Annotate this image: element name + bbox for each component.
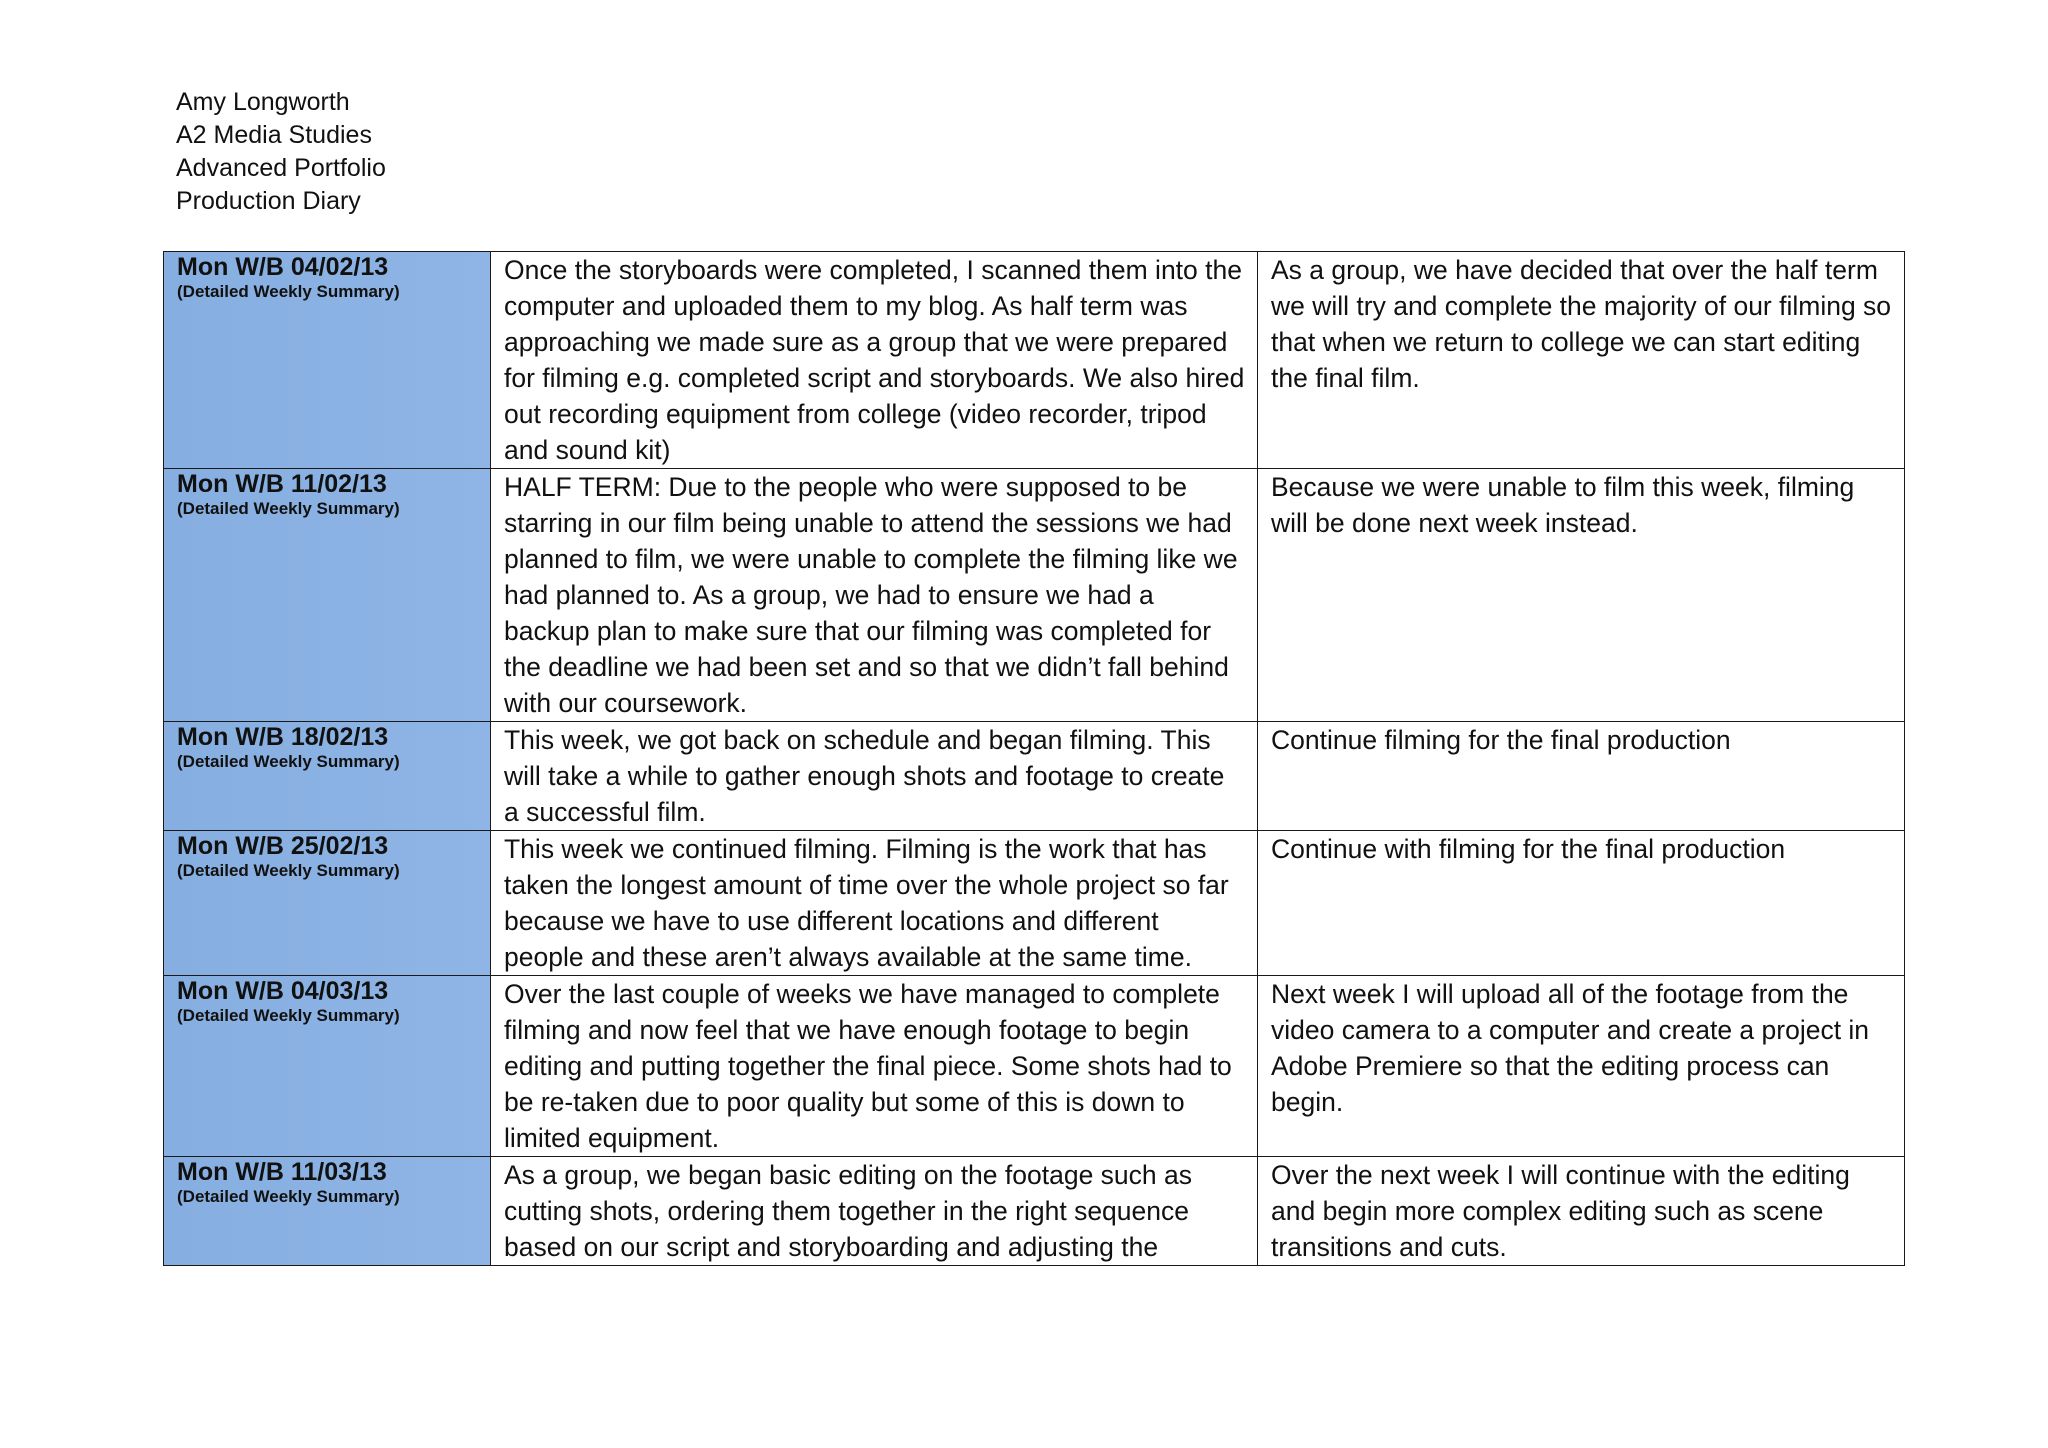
document-title: Production Diary [176,187,361,215]
week-label: Mon W/B 04/02/13 [177,253,389,281]
course-name: A2 Media Studies [176,121,372,149]
summary-cell: As a group, we began basic editing on the footage such as cutting shots, ordering them together in the right sequence based on our script and storyboarding and adjusting the [491,1157,1258,1266]
week-label: Mon W/B 11/03/13 [177,1158,387,1186]
table-row [164,831,1905,976]
week-subtitle: (Detailed Weekly Summary) [177,1006,400,1025]
week-subtitle: (Detailed Weekly Summary) [177,752,400,771]
week-subtitle: (Detailed Weekly Summary) [177,861,400,880]
table-row [164,722,1905,831]
summary-cell: Over the last couple of weeks we have managed to complete filming and now feel that we have enough footage to begin editing and putting together the final piece. Some shots had to be re-taken due to poor quality but some of this is down to limited equipment. [491,976,1258,1157]
summary-cell: Once the storyboards were completed, I scanned them into the computer and uploaded them to my blog. As half term was approaching we made sure as a group that we were prepared for filming e.g. completed script and storyboards. We also hired out recording equipment from college (video recorder, tripod and sound kit) [491,252,1258,469]
week-label: Mon W/B 18/02/13 [177,723,389,751]
next-steps-cell: Continue filming for the final production [1258,722,1905,831]
week-subtitle: (Detailed Weekly Summary) [177,499,400,518]
week-cell [164,252,491,469]
summary-cell: HALF TERM: Due to the people who were supposed to be starring in our film being unable to attend the sessions we had planned to film, we were unable to complete the filming like we had planned to. As a group, we had to ensure we had a backup plan to make sure that our filming was completed for the deadline we had been set and so that we didn’t fall behind with our coursework. [491,469,1258,722]
next-steps-cell: Because we were unable to film this week, filming will be done next week instead. [1258,469,1905,722]
next-steps-cell: Next week I will upload all of the footage from the video camera to a computer and create a project in Adobe Premiere so that the editing process can begin. [1258,976,1905,1157]
next-steps-cell: Continue with filming for the final production [1258,831,1905,976]
week-label: Mon W/B 25/02/13 [177,832,389,860]
table-row [164,469,1905,722]
week-cell [164,1157,491,1266]
week-label: Mon W/B 04/03/13 [177,977,389,1005]
table-row [164,1157,1905,1266]
week-cell [164,469,491,722]
document-header [176,86,386,218]
week-subtitle: (Detailed Weekly Summary) [177,1187,400,1206]
summary-cell: This week, we got back on schedule and began filming. This will take a while to gather enough shots and footage to create a successful film. [491,722,1258,831]
table-row [164,252,1905,469]
week-subtitle: (Detailed Weekly Summary) [177,282,400,301]
week-cell [164,831,491,976]
week-cell [164,722,491,831]
author-name: Amy Longworth [176,88,350,116]
summary-cell: This week we continued filming. Filming is the work that has taken the longest amount of time over the whole project so far because we have to use different locations and different people and these aren’t always available at the same time. [491,831,1258,976]
week-cell [164,976,491,1157]
week-label: Mon W/B 11/02/13 [177,470,387,498]
portfolio-name: Advanced Portfolio [176,154,386,182]
next-steps-cell: Over the next week I will continue with the editing and begin more complex editing such as scene transitions and cuts. [1258,1157,1905,1266]
production-diary-table [163,251,1905,1266]
table-row [164,976,1905,1157]
next-steps-cell: As a group, we have decided that over the half term we will try and complete the majority of our filming so that when we return to college we can start editing the final film. [1258,252,1905,469]
